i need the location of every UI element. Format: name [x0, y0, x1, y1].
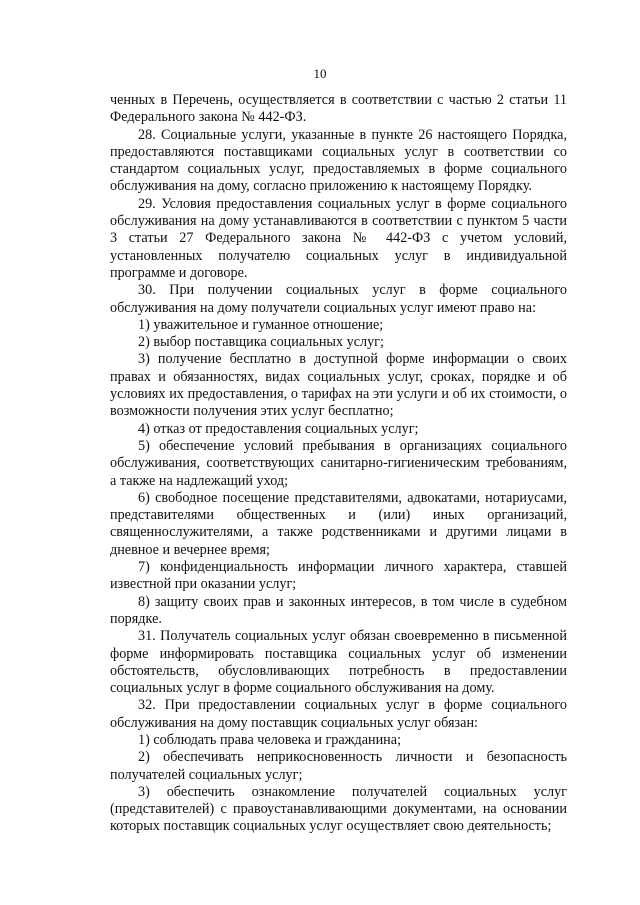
- list-item-30-7: 7) конфиденциальность информации личного характера, ставшей известной при оказании услуг;: [110, 559, 567, 593]
- paragraph-30: 30. При получении социальных услуг в форме социального обслуживания на дому получатели социальных услуг имеют право на:: [110, 282, 567, 316]
- list-item-32-3: 3) обеспечить ознакомление получателей социальных услуг (представителей) с правоустанавливающими документами, на основании которых поставщик социальных услуг осуществляет свою деятельность;: [110, 783, 567, 835]
- list-item-30-3: 3) получение бесплатно в доступной форме информации о своих правах и обязанностях, видах социальных услуг, сроках, порядке и об условиях их предоставления, о тарифах на эти услуги и об их стоимости, о возможности получения этих услуг бесплатно;: [110, 351, 567, 420]
- list-item-30-8: 8) защиту своих прав и законных интересов, в том числе в судебном порядке.: [110, 593, 567, 627]
- body-text: [110, 92, 567, 836]
- paragraph-31: 31. Получатель социальных услуг обязан своевременно в письменной форме информировать поставщика социальных услуг об изменении обстоятельств, обусловливающих потребность в предоставлении социальных услуг в форме социального обслуживания на дому.: [110, 628, 567, 697]
- paragraph-28: 28. Социальные услуги, указанные в пункте 26 настоящего Порядка, предоставляются поставщиками социальных услуг в соответствии со стандартом социальных услуг, предоставляемых в форме социального обслуживания на дому, согласно приложению к настоящему Порядку.: [110, 126, 567, 195]
- list-item-30-4: 4) отказ от предоставления социальных услуг;: [138, 420, 419, 437]
- page-number: 10: [313, 66, 327, 81]
- paragraph-continuation: ченных в Перечень, осуществляется в соответствии с частью 2 статьи 11 Федерального закона № 442-ФЗ.: [110, 92, 567, 126]
- list-item-32-2: 2) обеспечивать неприкосновенность личности и безопасность получателей социальных услуг;: [110, 749, 567, 783]
- list-item-30-1: 1) уважительное и гуманное отношение;: [138, 316, 384, 333]
- list-item-30-6: 6) свободное посещение представителями, адвокатами, нотариусами, представителями общественных и (или) иных организаций, священнослужителями, а также родственниками и другими лицами в дневное и вечернее время;: [110, 489, 567, 558]
- list-item-30-5: 5) обеспечение условий пребывания в организациях социального обслуживания, соответствующих санитарно-гигиеническим требованиям, а также на надлежащий уход;: [110, 437, 567, 489]
- paragraph-29: 29. Условия предоставления социальных услуг в форме социального обслуживания на дому устанавливаются в соответствии с пунктом 5 части 3 статьи 27 Федерального закона № 442-ФЗ с учетом условий, установленных получателю социальных услуг в индивидуальной программе и договоре.: [110, 195, 567, 281]
- list-item-32-1: 1) соблюдать права человека и гражданина;: [138, 731, 402, 748]
- paragraph-32: 32. При предоставлении социальных услуг в форме социального обслуживания на дому поставщик социальных услуг обязан:: [110, 697, 567, 731]
- list-item-30-2: 2) выбор поставщика социальных услуг;: [138, 334, 384, 351]
